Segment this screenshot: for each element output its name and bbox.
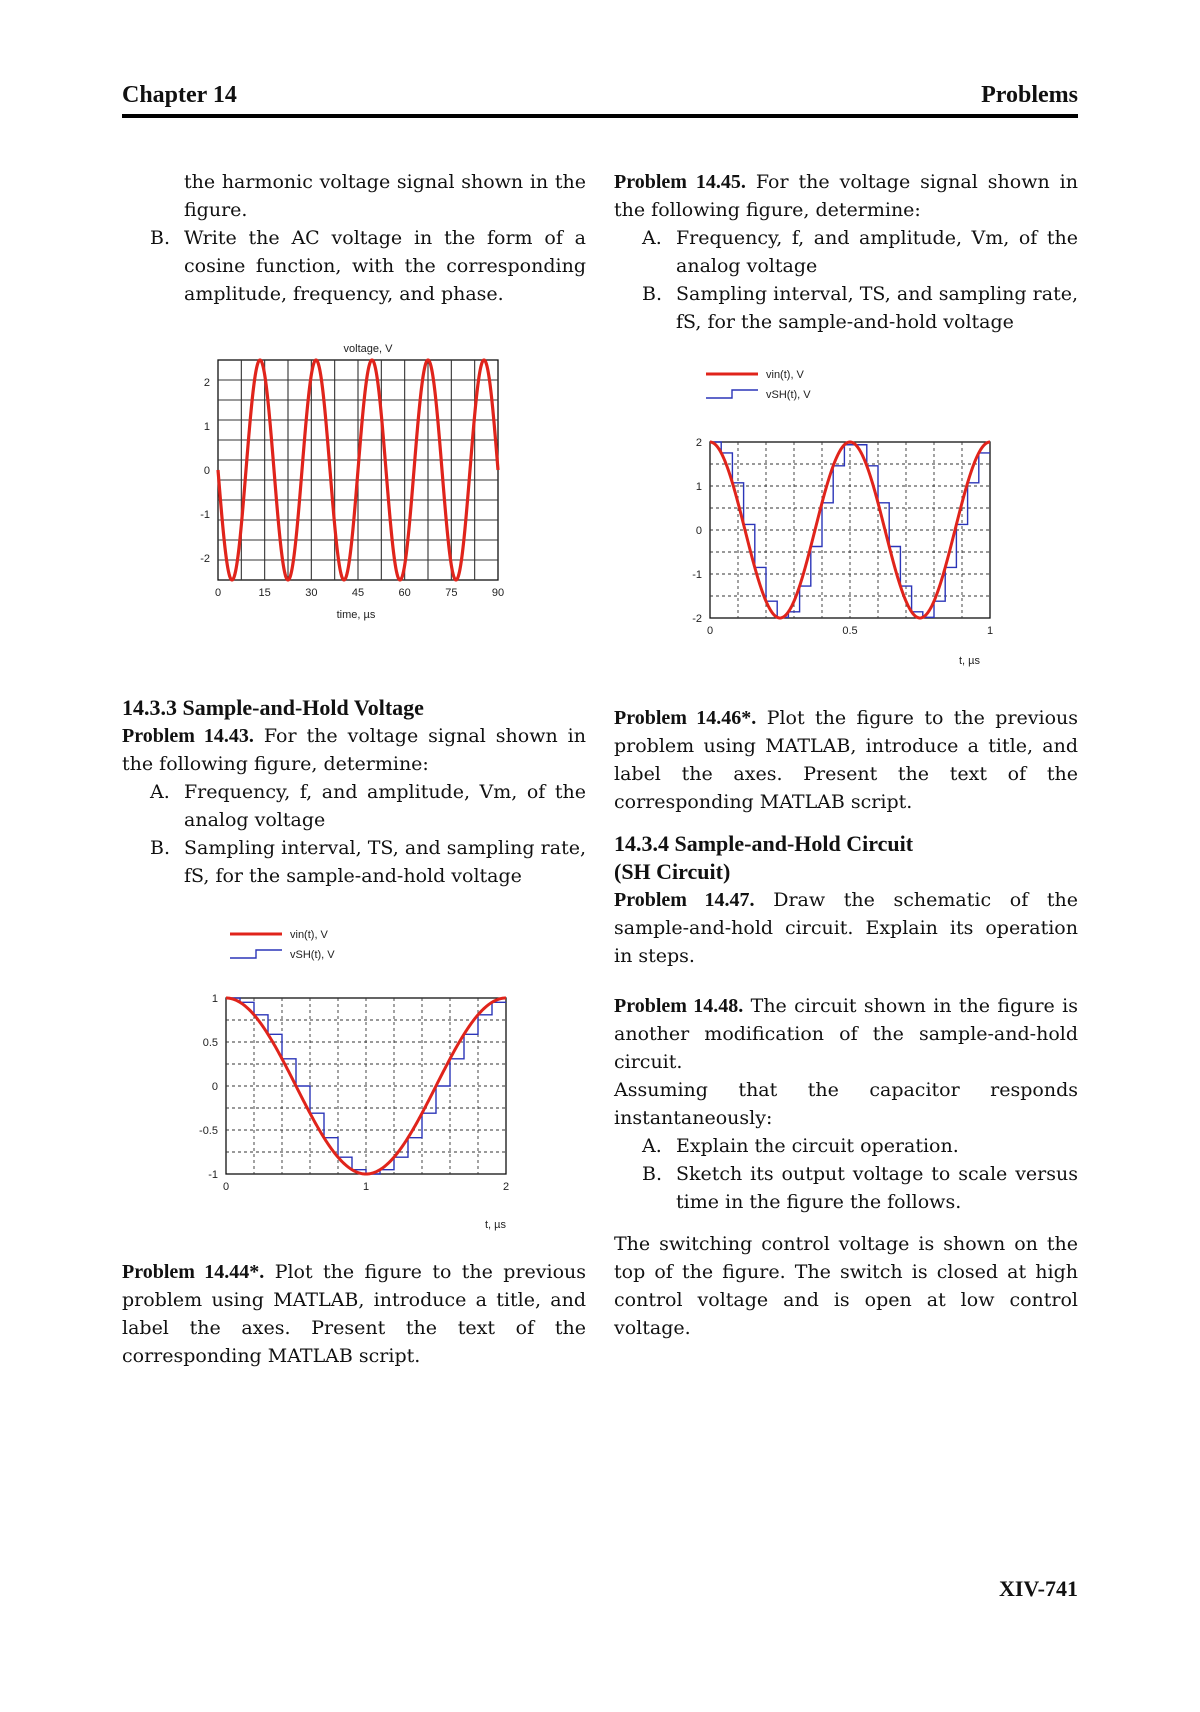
y-tick-label: 0 — [203, 465, 210, 477]
section-heading: 14.3.3 Sample-and-Hold Voltage — [122, 695, 424, 720]
x-tick-label: 2 — [502, 1181, 510, 1193]
y-tick-label: 2 — [695, 437, 702, 449]
chart-ticks — [199, 993, 509, 1193]
item-text: Sampling interval, TS, and sampling rate, fS, for the sample-and-hold voltage — [676, 283, 1078, 333]
problem-14-47 — [614, 886, 1078, 970]
assumption-text: Assuming that the capacitor responds instantaneously: — [614, 1079, 1078, 1129]
y-tick-label: 0 — [695, 525, 702, 537]
x-tick-label: 0 — [214, 587, 222, 599]
y-tick-label: 0.5 — [202, 1037, 218, 1049]
legend-swatch-vsh — [706, 390, 758, 398]
y-tick-label: -2 — [200, 553, 210, 565]
legend-label-vsh: vSH(t), V — [766, 389, 811, 401]
left-column — [122, 168, 586, 308]
y-tick-label: -1 — [208, 1169, 218, 1181]
legend-label-vsh: vSH(t), V — [290, 949, 335, 961]
legend-label-vin: vin(t), V — [766, 369, 804, 381]
problem-14-48 — [614, 992, 1078, 1076]
x-tick-label: 0 — [222, 1181, 230, 1193]
x-tick-label: 0.5 — [842, 625, 858, 637]
list-item-b — [122, 834, 586, 890]
problem-text: The circuit shown in the figure is another modification of the sample-and-hold circuit. — [614, 995, 1078, 1073]
x-tick-label: 90 — [491, 587, 505, 599]
list-item-a — [614, 224, 1078, 280]
right-column-lower — [614, 704, 1078, 1342]
section-heading — [614, 830, 1078, 858]
problem-text: For the voltage signal shown in the following figure, determine: — [122, 725, 586, 775]
chart-legend — [706, 369, 811, 401]
item-text: Frequency, f, and amplitude, Vm, of the analog voltage — [676, 227, 1078, 277]
y-tick-label: 2 — [203, 377, 210, 389]
section-title-line1: 14.3.4 Sample-and-Hold Circuit — [614, 831, 914, 856]
item-text: Explain the circuit operation. — [676, 1135, 959, 1157]
problem-text: For the voltage signal shown in the following figure, determine: — [614, 171, 1078, 221]
x-tick-label: 1 — [362, 1181, 370, 1193]
item-text: Sketch its output voltage to scale versus time in the figure the follows. — [676, 1163, 1078, 1213]
problem-text: Draw the schematic of the sample-and-hold circuit. Explain its operation in steps. — [614, 889, 1078, 967]
y-tick-label: 1 — [203, 421, 210, 433]
item-label: A. — [642, 1135, 662, 1157]
x-tick-label: 45 — [351, 587, 365, 599]
legend-label-vin: vin(t), V — [290, 929, 328, 941]
x-tick-label: 0 — [706, 625, 714, 637]
x-axis-label: time, µs — [336, 609, 376, 621]
problem-14-46 — [614, 704, 1078, 816]
section-heading-line2: (SH Circuit) — [614, 859, 731, 884]
x-tick-label: 60 — [398, 587, 411, 599]
chapter-title: Chapter 14 — [122, 82, 237, 108]
x-tick-label: 15 — [258, 587, 271, 599]
y-tick-label: -2 — [692, 613, 702, 625]
item-label: A. — [150, 781, 170, 803]
problem-14-43 — [122, 722, 586, 778]
y-tick-label: 1 — [695, 481, 702, 493]
problem-label: Problem 14.47. — [614, 889, 755, 911]
chart-ticks — [692, 437, 993, 637]
list-item-a — [614, 1132, 1078, 1160]
list-item-a — [122, 778, 586, 834]
y-tick-label: -0.5 — [199, 1125, 218, 1137]
x-axis-label: t, µs — [484, 1219, 506, 1231]
section-name: Problems — [981, 82, 1078, 108]
y-tick-label: -1 — [200, 509, 210, 521]
problem-14-44-block — [122, 1258, 586, 1370]
right-column — [614, 168, 1078, 336]
figure-sample-hold-2 — [680, 362, 1020, 682]
item-text: Frequency, f, and amplitude, Vm, of the analog voltage — [184, 781, 586, 831]
list-item-b — [122, 224, 586, 308]
item-text: Write the AC voltage in the form of a cosine function, with the corresponding amplitude, frequency, and phase. — [184, 227, 586, 305]
continued-text: the harmonic voltage signal shown in the figure. — [184, 171, 586, 221]
item-text: Sampling interval, TS, and sampling rate, fS, for the sample-and-hold voltage — [184, 837, 586, 887]
problem-label: Problem 14.48. — [614, 995, 744, 1017]
x-tick-label: 75 — [445, 587, 458, 599]
problem-text: Plot the figure to the previous problem using MATLAB, introduce a title, and label the axes. Present the text of the corresponding MATLAB script. — [122, 1261, 587, 1367]
item-label: B. — [642, 1163, 663, 1185]
item-label: B. — [642, 283, 663, 305]
problem-label: Problem 14.44*. — [122, 1261, 265, 1283]
figure-sample-hold-1 — [190, 920, 530, 1240]
chart-title: voltage, V — [343, 343, 393, 355]
chart-grid — [710, 442, 990, 618]
legend-swatch-vsh — [230, 950, 282, 958]
list-item-b — [614, 1160, 1078, 1216]
problem-label: Problem 14.43. — [122, 725, 254, 747]
left-column-lower — [122, 694, 586, 890]
chart-legend — [230, 929, 335, 961]
problem-label: Problem 14.46*. — [614, 707, 757, 729]
x-axis-label: t, µs — [958, 655, 980, 667]
x-tick-label: 1 — [986, 625, 994, 637]
figure-harmonic-voltage — [196, 336, 516, 632]
problem-14-44 — [122, 1258, 586, 1370]
y-tick-label: 0 — [211, 1081, 218, 1093]
y-tick-label: -1 — [692, 569, 702, 581]
y-tick-label: 1 — [211, 993, 218, 1005]
problem-label: Problem 14.45. — [614, 171, 746, 193]
page-number: XIV-741 — [998, 1576, 1078, 1601]
problem-14-45 — [614, 168, 1078, 224]
item-label: B. — [150, 837, 171, 859]
item-label: B. — [150, 227, 171, 249]
switching-text: The switching control voltage is shown on the top of the figure. The switch is closed at high control voltage and is open at low control voltage. — [614, 1233, 1078, 1339]
list-item-b — [614, 280, 1078, 336]
page-header — [122, 80, 1078, 118]
x-tick-label: 30 — [305, 587, 318, 599]
item-label: A. — [642, 227, 662, 249]
problem-text: Plot the figure to the previous problem using MATLAB, introduce a title, and label the axes. Present the text of the corresponding MATLAB script. — [614, 707, 1079, 813]
